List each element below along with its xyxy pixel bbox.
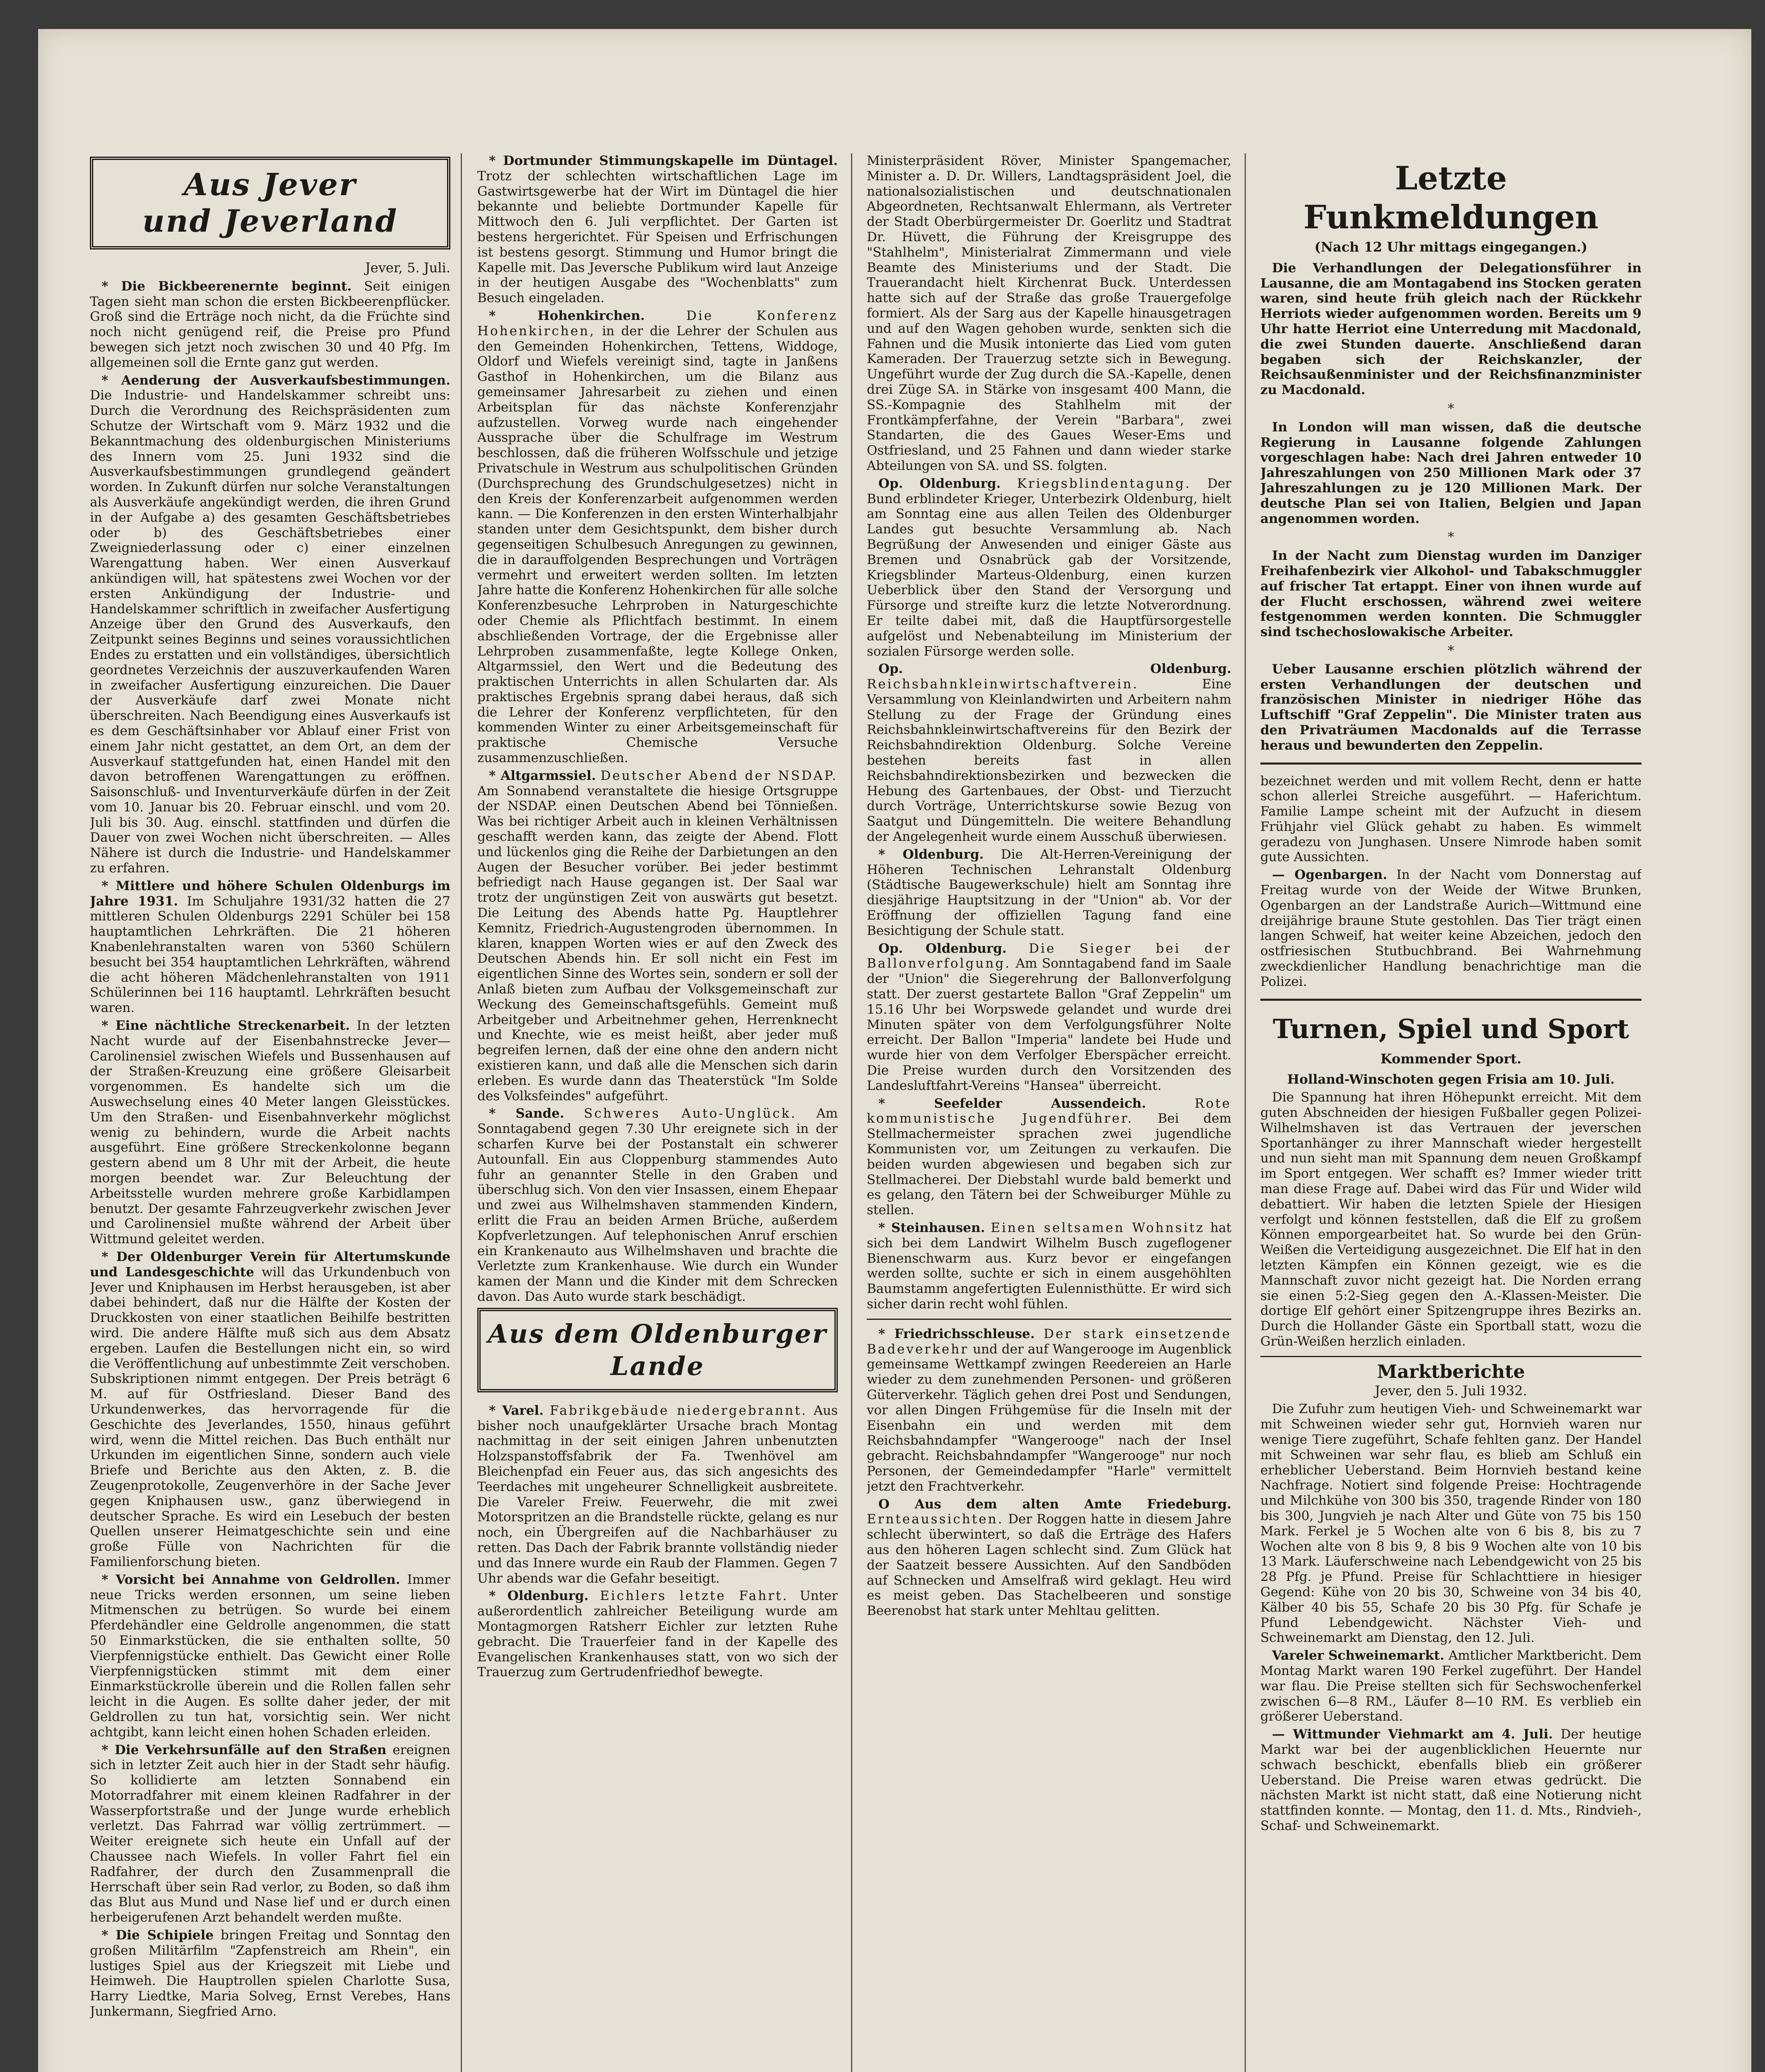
headline-markt: Marktberichte xyxy=(1377,1361,1525,1382)
article: * Altgarmssiel. Deutscher Abend der NSDAP. Am Sonnabend veranstaltete die hiesige Ortsgruppe der NSDAP. einen Deutschen Abend bei Tönnießen. Was bei richtiger Arbeit auch in kleinen Verhältnissen geschafft werden kann, das zeigte der Abend. Flott und lückenlos ging die Reihe der Darbietungen an den Augen der Besucher vorüber. Bei jeder bestimmt befriedigt nach Hause gegangen ist. Der Saal war trotz der ungünstigen Zeit von auswärts gut besetzt. Die Leitung des Abends hatte Pg. Hauptlehrer Kemnitz, Friedrich-Augustengroden übernommen. In klaren, knappen Worten wies er auf den Zweck des Deutschen Abends hin. Er soll nicht ein Fest im eigentlichen Sinne des Wortes sein, sondern er soll der Anlaß bieten zum Aufbau der Volksgemeinschaft zur Weckung des Gemeinschaftsgefühls. Gemeint muß Arbeitgeber und Arbeitnehmer gehen, Herrenknecht und Knechte, wie es meist heißt, aber jeder muß begreifen lernen, daß der eine ohne den andern nicht existieren kann, und daß alle die Menschen sich darin erleben. Es wurde dann das Theaterstück "Im Solde des Volksfeindes" aufgeführt. xyxy=(477,768,838,1104)
article: O Aus dem alten Amte Friedeburg. Ernteaussichten. Der Roggen hatte in diesem Jahre schlecht überwintert, so daß die Erträge des Hafers aus den höheren Lagen schlecht sind. Zum Glück hat der Saatzeit bessere Aussichten. Auf den Sandböden auf Schnecken und Amselfraß wird geklagt. Heu wird es meist geben. Das Stachelbeeren und sonstige Beerenobst hat stark unter Mehltau gelitten. xyxy=(867,1496,1231,1619)
article: * Der Oldenburger Verein für Altertumskunde und Landesgeschichte will das Urkundenbuch von Jever und Kniphausen im Herbst herausgeben, ist aber dabei behindert, daß nur die Hälfte der Kosten der Druckkosten von einer staatlichen Beihilfe bestritten wird. Die andere Hälfte muß sich aus dem Absatz ergeben. Laufen die Bestellungen nicht ein, so wird die Veröffentlichung auf unbestimmte Zeit verschoben. Subskriptionen nimmt entgegen. Der Preis beträgt 6 M. auf für Ostfriesland. Dieser Band des Urkundenwerkes, das hervorragende für die Geschichte des Jeverlandes, 1550, hinaus geführt wird, wenn die Mittel reichen. Das Buch enthält nur Urkunden im eigentlichen Sinne, sondern auch viele Briefe und Berichte aus den Akten, z. B. die Zeugenprotokolle, Zeugenverhöre in der Sache Jever gegen Kniphausen usw., ganz überwiegend in deutscher Sprache. Es wird ein Lesebuch der besten Quellen unserer Heimatgeschichte sein und eine große Fülle von Nachrichten für die Familienforschung bieten. xyxy=(90,1249,450,1569)
column-rule xyxy=(1245,153,1246,2072)
headline-sub: (Nach 12 Uhr mittags eingegangen.) xyxy=(1314,239,1588,255)
column-1 xyxy=(90,153,450,2072)
section-title-jever: Aus Jever und Jeverland xyxy=(90,157,450,249)
column-3 xyxy=(867,153,1231,2072)
article: Op. Oldenburg. Die Sieger bei der Ballonverfolgung. Am Sonntagabend fand im Saale der "Union" die Siegerehrung der Ballonverfolgung statt. Der zuerst gestartete Ballon "Graf Zeppelin" um 15.16 Uhr bei Worpswede gelandet und wurde drei Minuten später von dem Verfolgungsführer Nolte erreicht. Der Ballon "Imperia" landete bei Hude und wurde hier von dem Verfolger Eberspächer erreicht. Die Preise wurden durch den Vorsitzenden des Landesluftfahrt-Vereins "Hansea" überreicht. xyxy=(867,941,1231,1093)
article: Ministerpräsident Röver, Minister Spangemacher, Minister a. D. Dr. Willers, Landtagspräsident Joel, die nationalsozialistischen und deutschnationalen Abgeordneten, Rechtsanwalt Ehlermann, als Vertreter der Stadt Oberbürgermeister Dr. Goerlitz und Stadtrat Dr. Hüvett, die Führung der Kreisgruppe des "Stahlhelm", Ministerialrat Zimmermann und viele Beamte des Ministeriums und der Stadt. Die Trauerandacht hielt Kirchenrat Buck. Unterdessen hatte sich auf der Straße das große Trauergefolge formiert. Als der Sarg aus der Kapelle hinausgetragen und auf den Wagen gehoben wurde, senkten sich die Fahnen und die Musik intonierte das Lied vom guten Kameraden. Der Trauerzug setzte sich in Bewegung. Ungeführt wurde der Zug durch die SA.-Kapelle, denen drei Züge SA. in Stärke von insgesamt 400 Mann, die SS.-Kompagnie des Stahlhelm mit der Frontkämpferfahne, der Verein "Barbara", zwei Standarten, die des Gaues Weser-Ems und Ostfriesland, und 25 Fahnen und dann wieder starke Abteilungen von SA. und SS. folgten. xyxy=(867,153,1231,473)
headline-sub: Kommender Sport. xyxy=(1380,1051,1522,1067)
separator-star: * xyxy=(1448,643,1454,658)
news-item: Ueber Lausanne erschien plötzlich während der ersten Verhandlungen der deutschen und französischen Minister in niedriger Höhe das Luftschiff "Graf Zeppelin". Die Minister traten aus den Privaträumen Macdonalds auf die Terrasse heraus und bewunderten den Zeppelin. xyxy=(1260,661,1642,753)
article: * Friedrichsschleuse. Der stark einsetzende Badeverkehr und der auf Wangerooge im Augenblick gemeinsame Wettkampf zwingen Reedereien an Harle wieder zu dem zunehmenden Personen- und größeren Güterverkehr. Täglich gehen drei Post und Sendungen, vor allen Dingen Frühgemüse für die Inseln mit der Eisenbahn ein und werden mit dem Reichsbahndampfer "Wangerooge" nach der Insel gebracht. Reichsbahndampfer "Wangerooge" nur noch Personen, der Gemeindedampfer "Harle" vermittelt jetzt den Frachtverkehr. xyxy=(867,1326,1231,1494)
article: * Die Verkehrsunfälle auf den Straßen ereignen sich in letzter Zeit auch hier in der Stadt sehr häufig. So kollidierte am letzten Sonnabend ein Motorradfahrer mit einem kleinen Radfahrer in der Wasserpfortstraße und der Junge wurde erheblich verletzt. Das Fahrrad war völlig zertrümmert. — Weiter ereignete sich heute ein Unfall auf der Chaussee nach Wiefels. In voller Fahrt fiel ein Radfahrer, der durch den Zusammenprall die Herrschaft über sein Rad verlor, zu Boden, so daß ihm das Blut aus Mund und Nase lief und er durch einen herbeigerufenen Arzt behandelt werden mußte. xyxy=(90,1742,450,1925)
article: — Wittmunder Viehmarkt am 4. Juli. Der heutige Markt war bei der augenblicklichen Heuernte nur schwach beschickt, ebenfalls blieb ein größerer Ueberstand. Die Preise waren etwas gedrückt. Die nächsten Markt ist nicht statt, daß eine Notierung nicht stattfinden konnte. — Montag, den 11. d. Mts., Rindvieh-, Schaf- und Schweinemarkt. xyxy=(1260,1727,1642,1833)
article: Die Zufuhr zum heutigen Vieh- und Schweinemarkt war mit Schweinen wieder sehr gut, Hornvieh waren nur wenige Tiere zugeführt, Schafe fehlten ganz. Der Handel mit Schweinen war sehr flau, es blieb am Schluß ein erheblicher Ueberstand. Beim Hornvieh bestand keine Nachfrage. Notiert sind folgende Preise: Hochtragende und Milchkühe von 300 bis 350, tragende Rinder von 180 bis 300, Jungvieh je nach Alter und Güte von 75 bis 150 Mark. Ferkel je 5 Wochen alte von 6 bis 8, bis zu 7 Wochen alte von 8 bis 9, 8 bis 9 Wochen alte von 10 bis 13 Mark. Läuferschweine nach Lebendgewicht von 25 bis 28 Pfg. je Pfund. Preise für Schlachttiere in hiesiger Gegend: Kühe von 20 bis 30, Schweine von 34 bis 40, Kälber 40 bis 55, Schafe 20 bis 30 Pfg. für Schafe je Pfund Lebendgewicht. Nächster Vieh- und Schweinemarkt am Dienstag, den 12. Juli. xyxy=(1260,1402,1642,1646)
article: * Oldenburg. Die Alt-Herren-Vereinigung der Höheren Technischen Lehranstalt Oldenburg (Städtische Baugewerkschule) hielt am Sonntag ihre diesjährige Hauptsitzung in der "Union" ab. Vor der Eröffnung der offiziellen Tagung fand eine Besichtigung der Schule statt. xyxy=(867,847,1231,938)
column-4 xyxy=(1260,153,1642,2072)
article: * Steinhausen. Einen seltsamen Wohnsitz hat sich bei dem Landwirt Wilhelm Busch zugeflogener Bienenschwarm aus. Kurz bevor er eingefangen werden sollte, suchte er sich in einem ausgehöhlten Baumstamm angefertigten Eulennisthütte. Er wird sich sicher darin recht wohl fühlen. xyxy=(867,1220,1231,1312)
separator-star: * xyxy=(1448,530,1454,545)
article: Op. Oldenburg. Kriegsblindentagung. Der Bund erblindeter Krieger, Unterbezirk Oldenburg, hielt am Sonntag eine aus allen Teilen des Oldenburger Landes gut besuchte Versammlung ab. Nach Begrüßung der Anwesenden und einiger Gäste aus Bremen und Osnabrück gab der Vorsitzende, Kriegsblinder Marteus-Oldenburg, einen kurzen Ueberblick über den Stand der Versorgung und Fürsorge und streifte kurz die letzte Notverordnung. Er teilte dabei mit, daß die Hauptfürsorgestelle aufgelöst und Nebenabteilung im Ministerium der sozialen Fürsorge werden solle. xyxy=(867,476,1231,659)
column-rule xyxy=(461,153,462,2072)
article: Op. Oldenburg. Reichsbahnkleinwirtschaftverein. Eine Versammlung von Kleinlandwirten und Arbeitern nahm Stellung zu der Frage der Gründung eines Reichsbahnkleinwirtschaftvereins für den Bezirk der Reichsbahndirektion Oldenburg. Solche Vereine bestehen bereits fast in allen Reichsbahndirektionsbezirken und bezwecken die Hebung des Gartenbaues, der Obst- und Tierzucht durch Vorträge, Unterrichtskurse sowie Bezug von Saatgut und Düngemitteln. Die weitere Behandlung der Angelegenheit wurde einem Ausschuß überwiesen. xyxy=(867,661,1231,845)
news-item: In London will man wissen, daß die deutsche Regierung in Lausanne folgende Zahlungen vorgeschlagen habe: Nach drei Jahren entweder 10 Jahreszahlungen von 250 Millionen Mark oder 37 Jahreszahlungen zu je 120 Millionen Mark. Der deutsche Plan sei von Italien, Belgien und Japan angenommen worden. xyxy=(1260,419,1642,526)
divider xyxy=(1260,762,1642,765)
article: * Mittlere und höhere Schulen Oldenburgs im Jahre 1931. Im Schuljahre 1931/32 hatten die 27 mittleren Schulen Oldenburgs 2291 Schüler bei 158 hauptamtlichen Lehrkräften. Die 21 höheren Knabenlehranstalten waren von 5360 Schülern besucht bei 354 hauptamtlichen Lehrkräften, während die acht höheren Mädchenlehranstalten von 1911 Schülerinnen bei 116 hauptamtl. Lehrkräften besucht waren. xyxy=(90,878,450,1016)
article: * Oldenburg. Eichlers letzte Fahrt. Unter außerordentlich zahlreicher Beteiligung wurde am Montagmorgen Ratsherr Eichler zur letzten Ruhe gebracht. Die Trauerfeier fand in der Kapelle des Evangelischen Krankenhauses statt, von wo sich der Trauerzug zum Gertrudenfriedhof bewegte. xyxy=(477,1588,838,1680)
article: * Hohenkirchen. Die Konferenz Hohenkirchen, in der die Lehrer der Schulen aus den Gemeinden Hohenkirchen, Tettens, Widdoge, Oldorf und Wiefels vereinigt sind, tagte in Janßens Gasthof in Hohenkirchen, um die Bilanz aus gemeinsamer Jahresarbeit zu ziehen und einen Arbeitsplan für das nächste Konferenzjahr aufzustellen. Vorweg wurde nach eingehender Aussprache über die Schulfrage im Westrum beschlossen, daß die früheren Wolfsschule und jetzige Privatschule in Westrum aus schulpolitischen Gründen (Durchsprechung des Grundschulgesetzes) nicht in den Kreis der Konferenzarbeit aufgenommen werden kann. — Die Konferenzen in den ersten Winterhalbjahr standen unter dem Gesichtspunkt, dem bisher durch gegenseitigen Schulbesuch Anregungen zu gewinnen, die in darauffolgenden Besprechungen und Vorträgen vermehrt und erweitert werden sollten. Im letzten Jahre hatte die Konferenz Hohenkirchen für alle solche Konferenzbesuche Lehrproben in Naturgeschichte oder Chemie als Pflichtfach bestimmt. In einem abschließenden Vortrage, der die Ergebnisse aller Lehrproben zusammenfaßte, legte Kollege Onken, Altgarmssiel, den Wert und die Bedeutung des praktischen Unterrichts in allen Schularten dar. Als praktisches Ergebnis sprang dabei heraus, daß sich die Lehrer der Konferenz verpflichteten, für den kommenden Winter zu einer Arbeitsgemeinschaft für praktische Chemische Versuche zusammenzuschließen. xyxy=(477,308,838,766)
article: bezeichnet werden und mit vollem Recht, denn er hatte schon allerlei Streiche ausgeführt. — Haferichtum. Familie Lampe scheint mit der Aufzucht in diesem Frühjahr viel Glück gehabt zu haben. Es wimmelt geradezu von Junghasen. Unsere Nimrode haben somit gute Aussichten. xyxy=(1260,773,1642,865)
article: * Seefelder Aussendeich. Rote kommunistische Jugendführer. Bei dem Stellmachermeister sprachen zwei jugendliche Kommunisten vor, um Zeitungen zu verkaufen. Die beiden wurden abgewiesen und begaben sich zur Stellmacherei. Der Diebstahl wurde bald bemerkt und es gelang, den Tätern bei der Schweiburger Mühle zu stellen. xyxy=(867,1096,1231,1218)
article: Die Spannung hat ihren Höhepunkt erreicht. Mit dem guten Abschneiden der hiesigen Fußballer gegen Polizei-Wilhelmshaven ist das Vertrauen der jeverschen Sportanhänger zu ihrer Mannschaft wieder hergestellt und nun sieht man mit Spannung dem neuen Großkampf im Sport entgegen. Wer schafft es? Immer wieder tritt man diese Frage auf. Dabei wird das Für und Wider wild debattiert. Wir haben die letzten Spiele der Hiesigen verfolgt und können feststellen, daß die Elf zu großem Können emporgearbeitet hat. So wurde bei den Grün-Weißen die Verteidigung ausgezeichnet. Die Elf hat in den letzten Kämpfen ein Können gezeigt, wie es die Mannschaft zuvor nicht gezeigt hat. Die Norden errang sie einen 5:2-Sieg gegen den A.-Klassen-Meister. Die dortige Elf gehört einer Spitzengruppe ihres Bezirks an. Durch die Hollander Gäste ein Sportball statt, wozu die Grün-Weißen herzlich einladen. xyxy=(1260,1090,1642,1349)
section-title-oldenburg: Aus dem Oldenburger Lande xyxy=(477,1308,838,1392)
article: * Aenderung der Ausverkaufsbestimmungen. Die Industrie- und Handelskammer schreibt uns: Durch die Verordnung des Reichspräsidenten zum Schutze der Wirtschaft vom 9. März 1932 und die Bekanntmachung des oldenburgischen Ministeriums des Innern vom 25. Juni 1932 sind die Ausverkaufsbestimmungen grundlegend geändert worden. In Zukunft dürfen nur solche Veranstaltungen als Ausverkäufe angekündigt werden, die ihren Grund in der Aufgabe a) des gesamten Geschäftsbetriebes oder b) des Geschäftsbetriebes einer Zweigniederlassung oder c) einer einzelnen Warengattung haben. Wer einen Ausverkauf ankündigen will, hat spätestens zwei Wochen vor der ersten Ankündigung der Industrie- und Handelskammer schriftlich in zweifacher Ausfertigung Anzeige über den Grund des Ausverkaufs, den Zeitpunkt seines Beginns und seines voraussichtlichen Endes zu erstatten und ein vollständiges, übersichtlich geordnetes Verzeichnis der auszuverkaufenden Waren in zweifacher Ausfertigung einzureichen. Die Dauer der Ausverkäufe darf zwei Monate nicht überschreiten. Nach Beendigung eines Ausverkaufs ist es dem Geschäftsinhaber vor Ablauf einer Frist von einem Jahr nicht gestattet, an dem Ort, an dem der Ausverkauf stattgefunden hat, einen Handel mit den davon betroffenen Warengattungen zu eröffnen. Saisonschluß- und Inventurverkäufe dürfen in der Zeit vom 10. Januar bis 20. Februar einschl. und vom 20. Juli bis 30. Aug. einschl. stattfinden und dürfen die Dauer von zwei Wochen nicht überschreiten. — Alles Nähere ist durch die Industrie- und Handelskammer zu erfahren. xyxy=(90,373,450,876)
article: * Sande. Schweres Auto-Unglück. Am Sonntagabend gegen 7.30 Uhr ereignete sich in der scharfen Kurve bei der Postanstalt ein schwerer Autounfall. Ein aus Cloppenburg stammendes Auto fuhr an genannter Stelle in den Graben und überschlug sich. Von den vier Insassen, einem Ehepaar und zwei aus Wilhelmshaven stammenden Kindern, erlitt die Frau an beiden Armen Brüche, außerdem Kopfverletzungen. Auf telephonischen Anruf erschien ein Krankenauto aus Wilhelmshaven und brachte die Verletzte zum Krankenhause. Wie durch ein Wunder kamen der Mann und die Kinder mit dem Schrecken davon. Das Auto wurde stark beschädigt. xyxy=(477,1106,838,1304)
headline-funkmeldungen: Letzte Funkmeldungen xyxy=(1303,160,1599,236)
article: * Eine nächtliche Streckenarbeit. In der letzten Nacht wurde auf der Eisenbahnstrecke Jever—Carolinensiel zwischen Wiefels und Bussenhausen auf der Straßen-Kreuzung eine größere Gleisarbeit vorgenommen. Es handelte sich um die Auswechselung eines 40 Meter langen Gleisstückes. Um den Straßen- und Eisenbahnverkehr möglichst wenig zu behindern, wurde die Arbeit nachts ausgeführt. Eine größere Streckenkolonne begann gestern abend um 8 Uhr mit der Arbeit, die heute morgen beendet war. Zur Beleuchtung der Arbeitsstelle wurden mehrere große Karbidlampen benutzt. Der gesamte Fahrzeugverkehr zwischen Jever und Carolinensiel mußte während der Arbeit über Wittmund geleitet werden. xyxy=(90,1018,450,1247)
dateline: Jever, den 5. Juli 1932. xyxy=(1375,1382,1527,1399)
news-item: In der Nacht zum Dienstag wurden im Danziger Freihafenbezirk vier Alkohol- und Tabakschmuggler auf frischer Tat ertappt. Einer von ihnen wurde auf der Flucht erschossen, während zwei weitere festgenommen werden konnten. Die Schmuggler sind tschechoslowakische Arbeiter. xyxy=(1260,548,1642,640)
dateline: Jever, 5. Juli. xyxy=(365,260,450,276)
article: * Die Bickbeerenernte beginnt. Seit einigen Tagen sieht man schon die ersten Bickbeerenpflücker. Groß sind die Erträge noch nicht, da die Früchte sind noch nicht genügend reif, die Preise pro Pfund bewegen sich jetzt noch zwischen 30 und 40 Pfg. Im allgemeinen soll die Ernte ganz gut werden. xyxy=(90,278,450,370)
divider xyxy=(1260,999,1642,1001)
article: Vareler Schweinemarkt. Amtlicher Marktbericht. Dem Montag Markt waren 190 Ferkel zugeführt. Der Handel war flau. Die Preise stellten sich für Sechswochenferkel zwischen 6—8 RM., Läufer 8—10 RM. Es verblieb ein größerer Ueberstand. xyxy=(1260,1648,1642,1724)
article: — Ogenbargen. In der Nacht vom Donnerstag auf Freitag wurde von der Weide der Witwe Brunken, Ogenbargen an der Landstraße Aurich—Wittmund eine dreijährige braune Stute gestohlen. Das Tier trägt einen langen Schweif, hat weiter keine Abzeichen, jedoch den ostfriesischen Stutbuchbrand. Bei Wahrnehmung zweckdienlicher Handlung benachrichtige man die Polizei. xyxy=(1260,867,1642,989)
divider xyxy=(867,1319,1231,1320)
headline-sport: Turnen, Spiel und Sport xyxy=(1273,1013,1629,1045)
article: * Vorsicht bei Annahme von Geldrollen. Immer neue Tricks werden ersonnen, um seine lieben Mitmenschen zu betrügen. So wurde bei einem Pferdehändler eine Geldrolle angenommen, die statt 50 Einmarkstücken, die sie enthalten sollte, 50 Vierpfennigstücke enthielt. Das Gewicht einer Rolle Vierpfennigstücken stimmt mit dem einer Einmarkstückrolle überein und die Rollen fallen sehr leicht in die Augen. Es sollte daher jeder, der mit Geldrollen zu tun hat, vorsichtig sein. Wer nicht achtgibt, kann leicht einen hohen Schaden erleiden. xyxy=(90,1572,450,1740)
divider xyxy=(1260,1356,1642,1357)
separator-star: * xyxy=(1448,401,1454,416)
column-2 xyxy=(477,153,838,2072)
article: * Varel. Fabrikgebäude niedergebrannt. Aus bisher noch unaufgeklärter Ursache brach Montag nachmittag in der seit einigen Jahren unbenutzten Holzspanstoffsfabrik der Fa. Twenhövel am Bleichenpfad ein Feuer aus, das sich angesichts des Teerdaches mit ungeheurer Schnelligkeit ausbreitete. Die Vareler Freiw. Feuerwehr, die mit zwei Motorspritzen an die Brandstelle rückte, gelang es nur noch, ein Übergreifen auf die Nachbarhäuser zu retten. Das Dach der Fabrik brannte vollständig nieder und das Innere wurde ein Raub der Flammen. Gegen 7 Uhr abends war die Gefahr beseitigt. xyxy=(477,1403,838,1586)
article: * Dortmunder Stimmungskapelle im Düntagel. Trotz der schlechten wirtschaftlichen Lage im Gastwirtsgewerbe hat der Wirt im Düntagel die hier bekannte und beliebte Dortmunder Kapelle für Mittwoch den 6. Juli verpflichtet. Der Garten ist bestens hergerichtet. Für Speisen und Erfrischungen ist bestens gesorgt. Stimmung und Humor bringt die Kapelle mit. Das Jeversche Publikum wird laut Anzeige in der heutigen Ausgabe des "Wochenblatts" zum Besuch eingeladen. xyxy=(477,153,838,306)
sport-match: Holland-Winschoten gegen Frisia am 10. Juli. xyxy=(1287,1072,1615,1087)
column-rule xyxy=(851,153,852,2072)
newspaper-page xyxy=(38,29,1751,2072)
article: * Die Schipiele bringen Freitag und Sonntag den großen Militärfilm "Zapfenstreich am Rhein", ein lustiges Spiel aus der Kriegszeit mit Liebe und Heimweh. Die Hauptrollen spielen Charlotte Susa, Harry Liedtke, Maria Solveg, Ernst Verebes, Hans Junkermann, Siegfried Arno. xyxy=(90,1928,450,2019)
news-item: Die Verhandlungen der Delegationsführer in Lausanne, die am Montagabend ins Stocken geraten waren, sind heute früh gleich nach der Rückkehr Herriots wieder aufgenommen worden. Bereits um 9 Uhr hatte Herriot eine Unterredung mit Macdonald, die zwei Stunden dauerte. Anschließend daran begaben sich der Reichskanzler, der Reichsaußenminister und der Reichsfinanzminister zu Macdonald. xyxy=(1260,260,1642,398)
